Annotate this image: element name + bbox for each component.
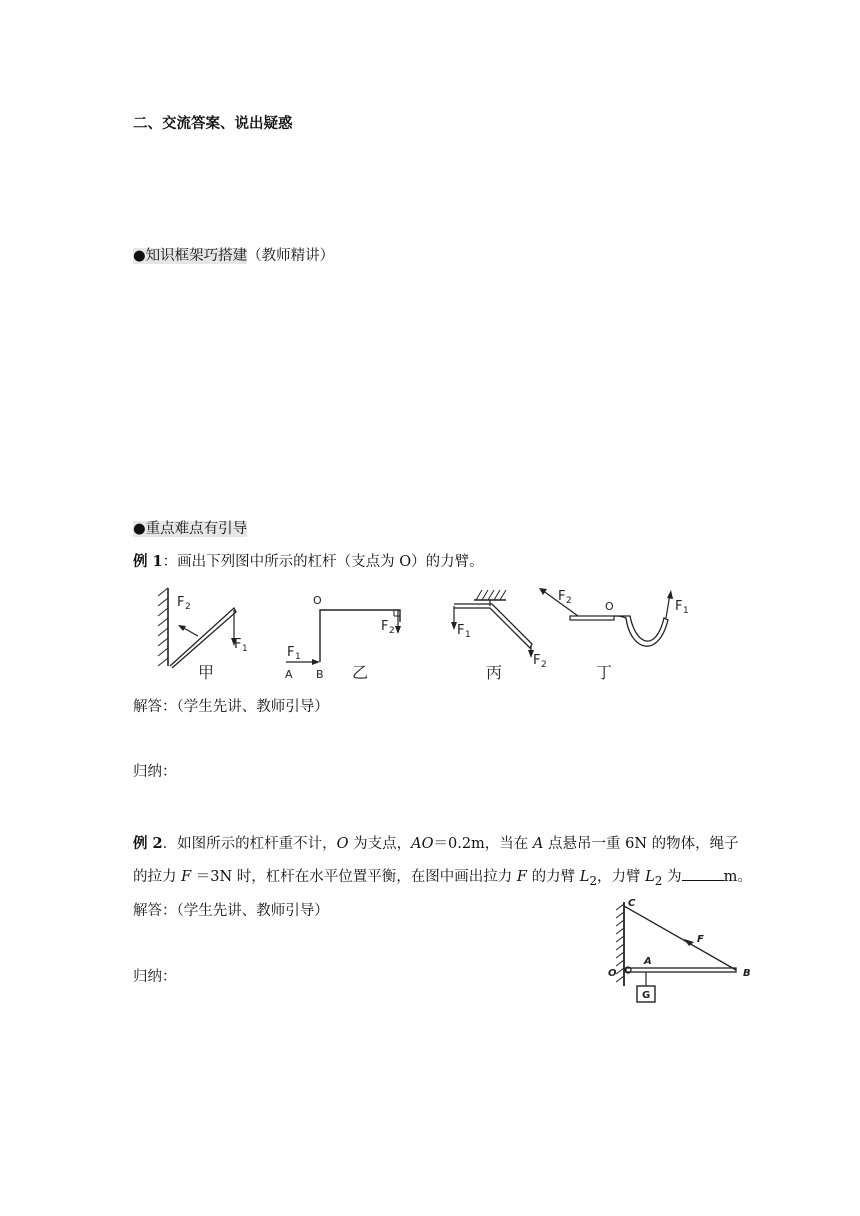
lever-bar	[570, 616, 614, 620]
example2-summary: 归纳：	[133, 969, 177, 985]
label-o: O	[605, 600, 614, 613]
example1-summary: 归纳：	[133, 764, 177, 780]
example2-answer: 解答：（学生先讲、教师引导）	[133, 903, 329, 919]
section-title: 二、交流答案、说出疑惑	[133, 115, 293, 132]
bullet: ●	[133, 521, 146, 537]
label-f1: F	[234, 637, 242, 652]
var-l-sub: 2	[654, 873, 663, 888]
bullet: ●	[133, 248, 146, 264]
example1-question	[133, 552, 484, 572]
label-f1-sub: 1	[242, 644, 248, 654]
label-a: A	[644, 956, 652, 967]
caption-yi: 乙	[352, 663, 369, 682]
caption-bing: 丙	[486, 663, 503, 682]
label-o: O	[608, 968, 617, 979]
wall-hatching	[158, 588, 168, 666]
label-f2-sub: 2	[389, 626, 395, 636]
var-ao: AO	[411, 836, 434, 852]
text-run: ＝3N 时，杠杆在水平位置平衡，在图中画出拉力	[191, 869, 517, 885]
label-f1-sub: 1	[683, 606, 689, 616]
label-f1: F	[287, 645, 295, 660]
label-f2: F	[533, 653, 541, 668]
label-f1: F	[675, 599, 683, 614]
figure-jia	[150, 586, 260, 682]
example2-label: 例 2	[133, 835, 163, 852]
example1-text: ：画出下列图中所示的杠杆（支点为 O）的力臂。	[162, 554, 484, 570]
lever-bar	[454, 604, 532, 648]
keypoints-heading	[133, 519, 247, 539]
text-run: 为	[662, 869, 682, 885]
var-l: L	[645, 869, 655, 885]
label-f2: F	[558, 589, 566, 604]
label-f2-sub: 2	[566, 596, 572, 606]
label-b: B	[743, 968, 751, 979]
label-f1-sub: 1	[465, 630, 471, 640]
label-g: G	[642, 990, 651, 1001]
label-f2: F	[177, 595, 185, 610]
lever-bar	[320, 610, 400, 662]
framework-title: 知识框架巧搭建	[145, 248, 248, 264]
text-run: 为支点，	[348, 836, 412, 852]
label-a: A	[285, 668, 293, 681]
wall-hatching	[616, 902, 624, 986]
label-f1-sub: 1	[295, 652, 301, 662]
label-f1: F	[457, 623, 465, 638]
rope-cb	[624, 906, 736, 970]
curved-lever	[614, 616, 668, 646]
label-f2-sub: 2	[541, 660, 547, 670]
var-a: A	[532, 836, 544, 852]
var-l: L	[579, 869, 590, 885]
var-l-sub: 2	[589, 873, 598, 888]
text-run: 点悬吊一重 6N 的物体，绳子	[543, 836, 739, 852]
text-run: 的力臂	[526, 869, 580, 885]
lever-oa	[626, 968, 736, 972]
label-o: O	[313, 594, 322, 607]
caption-ding: 丁	[596, 663, 613, 682]
example1-label: 例 1	[133, 553, 163, 570]
text-run: ，力臂	[597, 869, 646, 885]
figure-ding	[530, 580, 700, 682]
label-b: B	[316, 668, 324, 681]
var-f: F	[181, 869, 192, 885]
figure-example2	[600, 896, 760, 1006]
label-f2: F	[381, 619, 389, 634]
caption-jia: 甲	[198, 663, 215, 682]
figure-yi	[282, 590, 412, 682]
text-run: m。	[723, 869, 752, 885]
label-c: C	[628, 898, 636, 909]
framework-note: （教师精讲）	[247, 248, 335, 264]
lever-bar	[170, 608, 236, 668]
text-run: 的拉力	[133, 869, 182, 885]
example1-answer: 解答：（学生先讲、教师引导）	[133, 699, 329, 715]
text-run: ．如图所示的杠杆重不计，	[162, 836, 337, 852]
example2-line1	[133, 834, 739, 854]
ceiling-hatching	[474, 590, 506, 600]
keypoints-title: 重点难点有引导	[145, 521, 248, 537]
label-f2-sub: 2	[185, 602, 191, 612]
var-o: O	[336, 836, 349, 852]
text-run: ＝0.2m，当在	[433, 836, 533, 852]
answer-blank[interactable]	[682, 866, 724, 881]
var-f: F	[516, 869, 527, 885]
example2-line2	[133, 866, 752, 891]
framework-heading	[133, 246, 334, 266]
label-f: F	[697, 934, 704, 945]
